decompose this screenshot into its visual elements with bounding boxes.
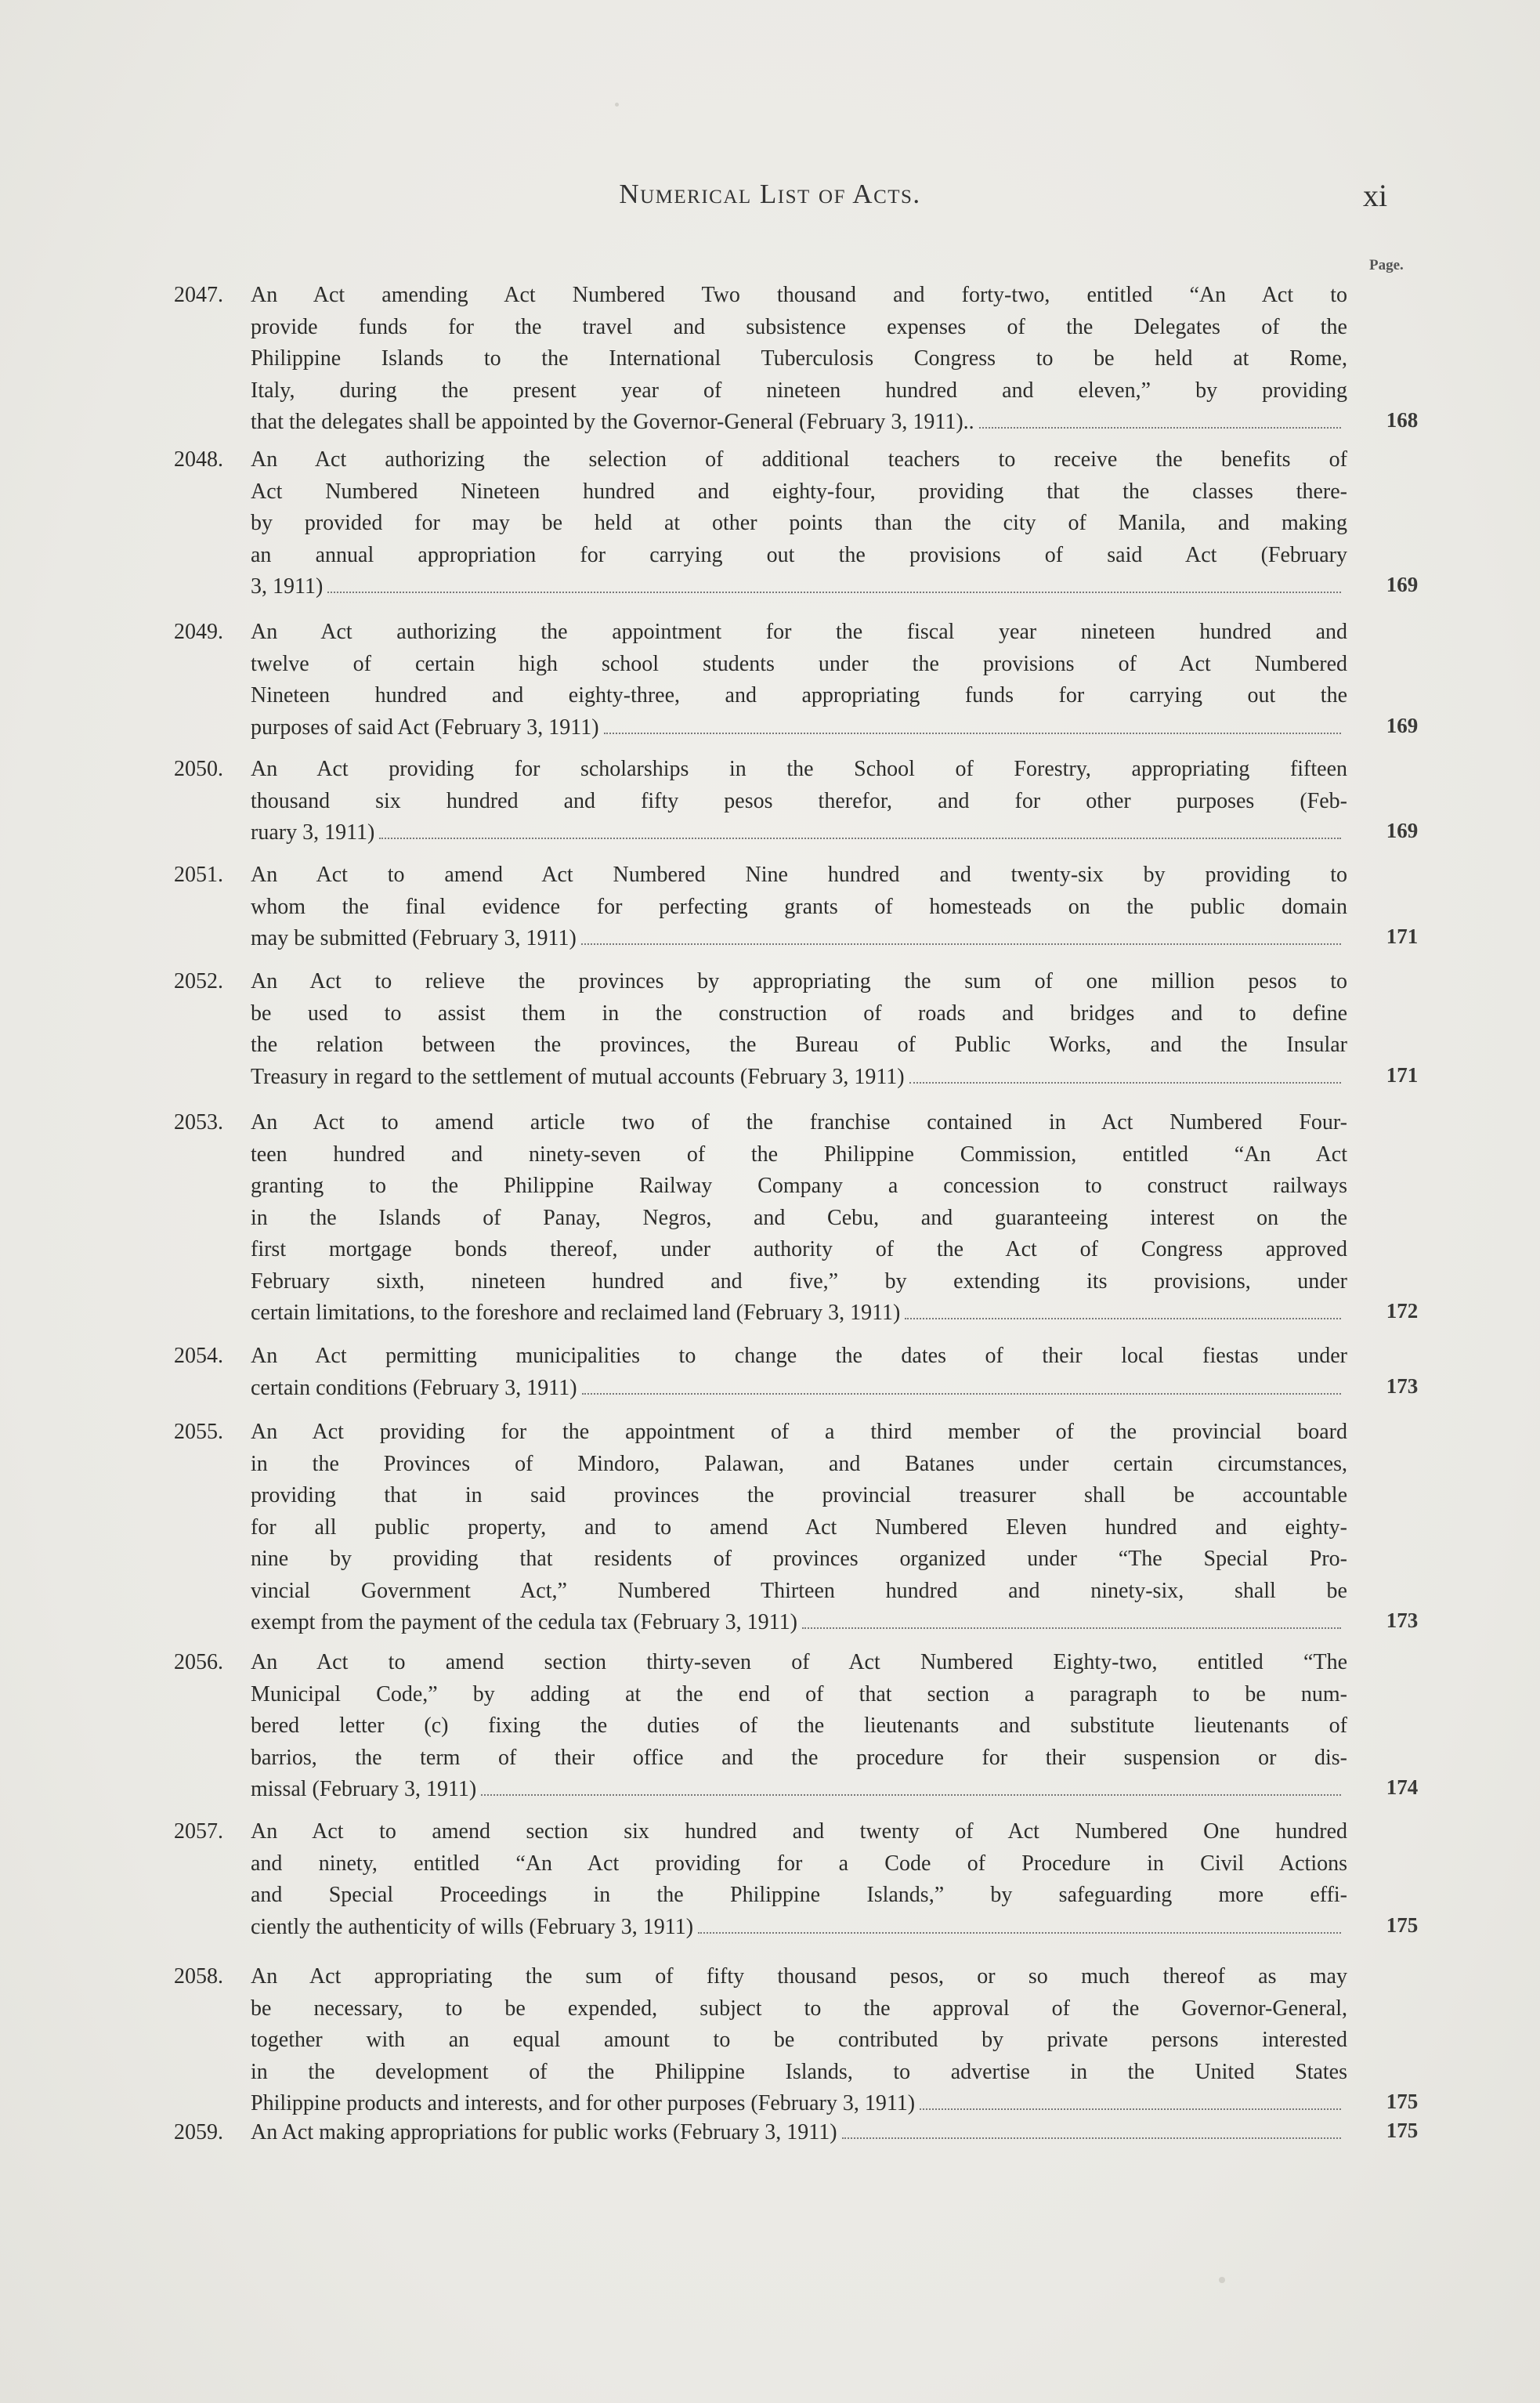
act-description-last-line — [251, 1297, 1347, 1330]
act-number: 2050. — [174, 757, 223, 781]
act-number: 2058. — [174, 1964, 223, 1989]
act-description-line: Nineteen hundred and eighty-three, and appropriating funds for carrying out the — [251, 683, 1347, 708]
act-description-line: that the delegates shall be appointed by the Governor-General (February 3, 1911).. — [251, 410, 974, 434]
act-description-line: An Act amending Act Numbered Two thousand and forty-two, entitled “An Act to — [251, 283, 1347, 307]
running-head — [0, 179, 1540, 226]
act-description-line: granting to the Philippine Railway Company a concession to construct railways — [251, 1174, 1347, 1198]
act-description-line: An Act providing for scholarships in the School of Forestry, appropriating fifteen — [251, 757, 1347, 781]
dot-leader — [909, 1082, 1341, 1084]
act-description-line: whom the final evidence for perfecting grants of homesteads on the public domain — [251, 894, 1347, 919]
act-number: 2048. — [174, 447, 223, 472]
act-description-last-line — [251, 1607, 1347, 1639]
act-description-line: Philippine products and interests, and for other purposes (February 3, 1911) — [251, 2091, 916, 2115]
paper-speck — [615, 103, 619, 107]
act-description-line: thousand six hundred and fifty pesos therefor, and for other purposes (Feb- — [251, 788, 1347, 813]
act-description-line: twelve of certain high school students under the provisions of Act Numbered — [251, 651, 1347, 676]
act-description-line: An Act authorizing the selection of additional teachers to receive the benefits of — [251, 447, 1347, 472]
act-description-line: An Act to relieve the provinces by appropriating the sum of one million pesos to — [251, 969, 1347, 993]
act-number: 2052. — [174, 969, 223, 993]
page-reference: 168 — [1386, 408, 1419, 432]
act-description-line: an annual appropriation for carrying out the provisions of said Act (February — [251, 542, 1347, 567]
act-description-last-line — [251, 571, 1347, 603]
act-description-line: An Act providing for the appointment of a third member of the provincial board — [251, 1420, 1347, 1444]
act-description-line: Philippine Islands to the International Tuberculosis Congress to be held at Rome, — [251, 346, 1347, 371]
dot-leader — [581, 943, 1341, 945]
page-reference: 174 — [1386, 1775, 1419, 1799]
act-description — [251, 754, 1347, 849]
page-reference: 169 — [1386, 819, 1419, 842]
act-description-line: in the Provinces of Mindoro, Palawan, and Batanes under certain circumstances, — [251, 1451, 1347, 1476]
act-description-line: ruary 3, 1911) — [251, 820, 375, 845]
act-description-line: for all public property, and to amend Act Numbered Eleven hundred and eighty- — [251, 1515, 1347, 1540]
act-number: 2056. — [174, 1650, 223, 1674]
page-title: Numerical List of Acts. — [619, 179, 921, 209]
page-reference: 175 — [1386, 2090, 1419, 2113]
dot-leader — [920, 2108, 1341, 2110]
act-description-last-line — [251, 712, 1347, 744]
act-description-line: certain conditions (February 3, 1911) — [251, 1375, 577, 1400]
act-description-line: An Act permitting municipalities to change the dates of their local fiestas under — [251, 1344, 1347, 1368]
dot-leader — [842, 2137, 1341, 2139]
act-description-line: provide funds for the travel and subsistence expenses of the Delegates of the — [251, 314, 1347, 339]
act-description — [251, 617, 1347, 744]
act-number: 2055. — [174, 1420, 223, 1444]
act-number: 2047. — [174, 283, 223, 307]
act-description — [251, 966, 1347, 1093]
act-description-line: An Act to amend section thirty-seven of Act Numbered Eighty-two, entitled “The — [251, 1650, 1347, 1674]
act-description-line: teen hundred and ninety-seven of the Philippine Commission, entitled “An Act — [251, 1142, 1347, 1167]
act-description-line: Italy, during the present year of nineteen hundred and eleven,” by providing — [251, 378, 1347, 403]
page-reference: 169 — [1386, 713, 1419, 737]
act-number: 2051. — [174, 863, 223, 887]
act-description-line: missal (February 3, 1911) — [251, 1777, 477, 1801]
act-description-last-line — [251, 1774, 1347, 1806]
act-number: 2049. — [174, 620, 223, 644]
act-number: 2053. — [174, 1110, 223, 1135]
act-description-line: nine by providing that residents of provinces organized under “The Special Pro- — [251, 1547, 1347, 1571]
dot-leader — [582, 1393, 1341, 1395]
act-description — [251, 1341, 1347, 1404]
act-description-line: vincial Government Act,” Numbered Thirteen hundred and ninety-six, shall be — [251, 1578, 1347, 1603]
act-description-line: purposes of said Act (February 3, 1911) — [251, 715, 599, 740]
act-description — [251, 2117, 1347, 2149]
act-description-line: barrios, the term of their office and the procedure for their suspension or dis- — [251, 1745, 1347, 1770]
act-description-last-line — [251, 1912, 1347, 1944]
act-description-line: An Act authorizing the appointment for the fiscal year nineteen hundred and — [251, 620, 1347, 644]
act-description — [251, 1816, 1347, 1943]
act-description-line: An Act making appropriations for public works (February 3, 1911) — [251, 2120, 837, 2144]
act-description-line: first mortgage bonds thereof, under authority of the Act of Congress approved — [251, 1237, 1347, 1261]
page-reference: 173 — [1386, 1609, 1419, 1632]
act-description-last-line — [251, 2117, 1347, 2149]
act-description-line: Municipal Code,” by adding at the end of that section a paragraph to be num- — [251, 1681, 1347, 1706]
page-reference: 171 — [1386, 1062, 1419, 1087]
act-description-last-line — [251, 407, 1347, 439]
act-description — [251, 280, 1347, 439]
dot-leader — [698, 1932, 1341, 1934]
act-description-line: in the development of the Philippine Islands, to advertise in the United States — [251, 2059, 1347, 2084]
dot-leader — [481, 1794, 1341, 1796]
act-description-last-line — [251, 1373, 1347, 1405]
act-description-line: Act Numbered Nineteen hundred and eighty-four, providing that the classes there- — [251, 479, 1347, 504]
page-reference: 175 — [1386, 2119, 1419, 2142]
act-description-line: be used to assist them in the construction of roads and bridges and to define — [251, 1001, 1347, 1026]
act-number: 2057. — [174, 1819, 223, 1844]
act-description-last-line — [251, 1062, 1347, 1094]
paper-speck — [1219, 2277, 1225, 2283]
act-description-line: 3, 1911) — [251, 574, 324, 599]
act-description-line: be necessary, to be expended, subject to the approval of the Governor-General, — [251, 1996, 1347, 2021]
dot-leader — [604, 733, 1341, 734]
act-description-line: the relation between the provinces, the Bureau of Public Works, and the Insular — [251, 1033, 1347, 1057]
page-reference: 169 — [1386, 573, 1419, 596]
act-description-line: exempt from the payment of the cedula tax (February 3, 1911) — [251, 1610, 797, 1634]
act-description-line: February sixth, nineteen hundred and five,” by extending its provisions, under — [251, 1268, 1347, 1294]
act-description-last-line — [251, 923, 1347, 955]
act-description-line: certain limitations, to the foreshore and reclaimed land (February 3, 1911) — [251, 1301, 901, 1325]
act-description-line: in the Islands of Panay, Negros, and Cebu, and guaranteeing interest on the — [251, 1205, 1347, 1230]
act-description-line: An Act to amend section six hundred and twenty of Act Numbered One hundred — [251, 1819, 1347, 1844]
act-description-line: ciently the authenticity of wills (February 3, 1911) — [251, 1914, 694, 1939]
page-column-label: Page. — [1369, 257, 1404, 273]
page-reference: 173 — [1386, 1373, 1419, 1398]
act-description-line: by provided for may be held at other points than the city of Manila, and making — [251, 511, 1347, 535]
act-description-line: and ninety, entitled “An Act providing for a Code of Procedure in Civil Actions — [251, 1851, 1347, 1876]
act-description-line: An Act appropriating the sum of fifty thousand pesos, or so much thereof as may — [251, 1964, 1347, 1989]
act-description — [251, 1961, 1347, 2120]
act-description-line: and Special Proceedings in the Philippine Islands,” by safeguarding more effi- — [251, 1883, 1347, 1907]
dot-leader — [327, 592, 1341, 593]
act-description-last-line — [251, 817, 1347, 849]
act-description — [251, 1647, 1347, 1806]
act-description-line: An Act to amend Act Numbered Nine hundred and twenty-six by providing to — [251, 863, 1347, 887]
dot-leader — [802, 1627, 1341, 1629]
page-reference: 171 — [1386, 925, 1419, 948]
act-description-line: Treasury in regard to the settlement of mutual accounts (February 3, 1911) — [251, 1064, 905, 1089]
act-description-line: may be submitted (February 3, 1911) — [251, 926, 577, 950]
act-number: 2059. — [174, 2120, 223, 2144]
act-description-line: together with an equal amount to be contributed by private persons interested — [251, 2028, 1347, 2052]
act-description — [251, 444, 1347, 603]
dot-leader — [379, 838, 1341, 839]
page-folio: xi — [1363, 178, 1388, 213]
act-description — [251, 1107, 1347, 1330]
act-description-line: bered letter (c) fixing the duties of the lieutenants and substitute lieutenants of — [251, 1714, 1347, 1738]
dot-leader — [905, 1318, 1341, 1319]
act-description — [251, 1417, 1347, 1639]
act-description-line: An Act to amend article two of the franchise contained in Act Numbered Four- — [251, 1110, 1347, 1135]
page-reference: 175 — [1386, 1913, 1419, 1937]
act-number: 2054. — [174, 1344, 223, 1368]
dot-leader — [979, 427, 1341, 429]
act-description-line: providing that in said provinces the provincial treasurer shall be accountable — [251, 1483, 1347, 1507]
page-reference: 172 — [1386, 1299, 1419, 1323]
act-description — [251, 860, 1347, 955]
act-description-last-line — [251, 2088, 1347, 2120]
